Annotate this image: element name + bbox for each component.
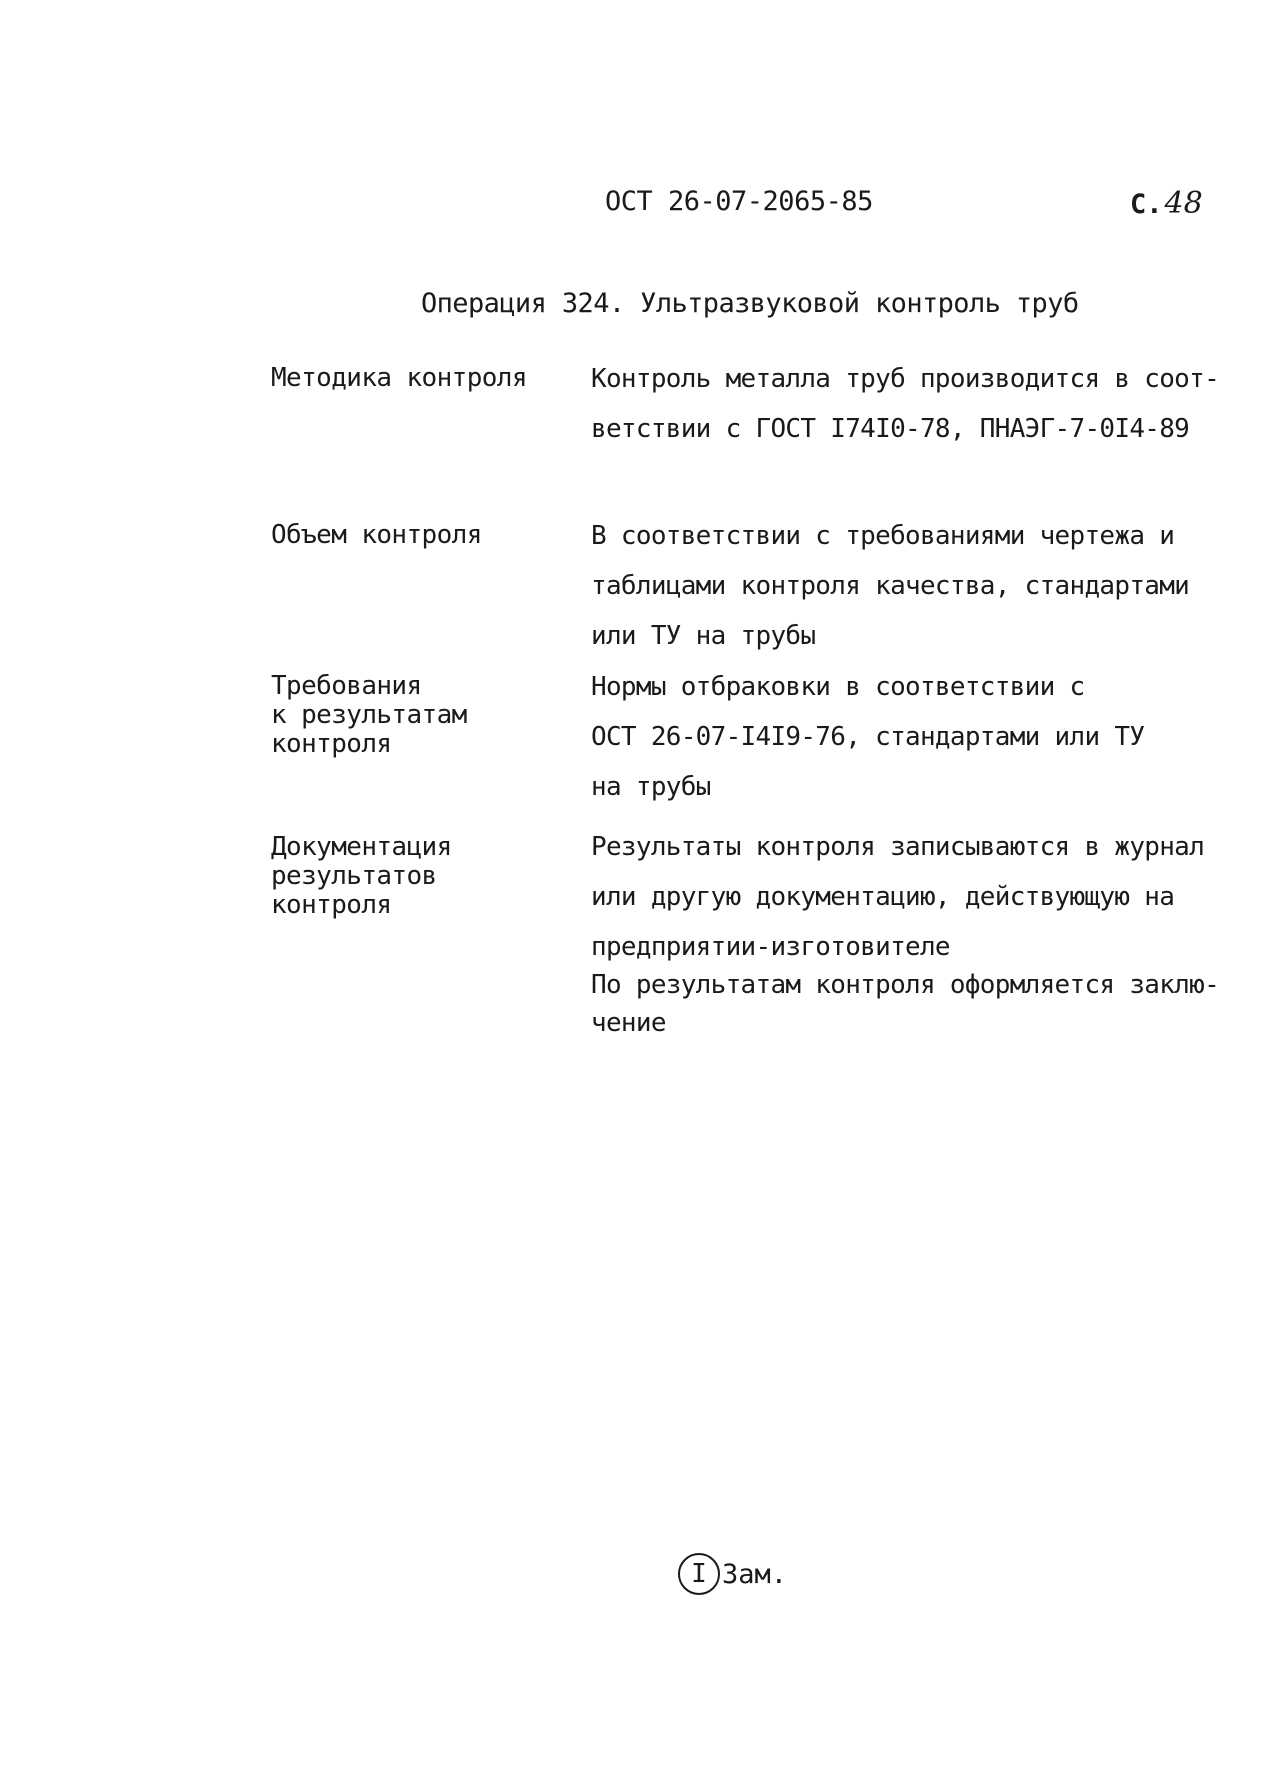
content-line: Контроль металла труб производится в соот- <box>591 364 1220 394</box>
change-stamp <box>678 1553 787 1595</box>
row-label-method: Методика контроля <box>271 363 527 393</box>
content-line: предприятии-изготовителе <box>591 932 950 962</box>
content-line: По результатам контроля оформляется заклю- <box>591 970 1220 1000</box>
change-label: Зам. <box>722 1558 788 1590</box>
content-line: ветствии с ГОСТ I74I0-78, ПНАЭГ-7-0I4-89 <box>591 414 1190 444</box>
content-line: ОСТ 26-07-I4I9-76, стандартами или ТУ <box>591 722 1145 752</box>
row-content-method <box>591 354 1241 454</box>
row-label-scope: Объем контроля <box>271 520 482 550</box>
content-line: Нормы отбраковки в соответствии с <box>591 672 1085 702</box>
page-number-handwritten: 48 <box>1164 186 1203 221</box>
row-content-requirements <box>591 662 1241 812</box>
content-line: В соответствии с требованиями чертежа и <box>591 521 1175 551</box>
content-line: чение <box>591 1008 666 1038</box>
content-line: на трубы <box>591 772 711 802</box>
content-line: или ТУ на трубы <box>591 621 816 651</box>
row-label-requirements: Требования к результатам контроля <box>271 671 467 759</box>
row-content-documentation <box>591 822 1241 1048</box>
content-line: таблицами контроля качества, стандартами <box>591 571 1190 601</box>
document-code: ОСТ 26-07-2065-85 <box>605 186 873 217</box>
page-number <box>1130 186 1203 221</box>
row-label-documentation: Документация результатов контроля <box>271 832 452 920</box>
page-prefix: С. <box>1130 189 1163 220</box>
change-number-circle: I <box>678 1553 720 1595</box>
content-line: или другую документацию, действующую на <box>591 882 1175 912</box>
row-content-scope <box>591 511 1241 661</box>
operation-heading: Операция 324. Ультразвуковой контроль труб <box>421 288 1079 319</box>
content-line: Результаты контроля записываются в журнал <box>591 832 1205 862</box>
